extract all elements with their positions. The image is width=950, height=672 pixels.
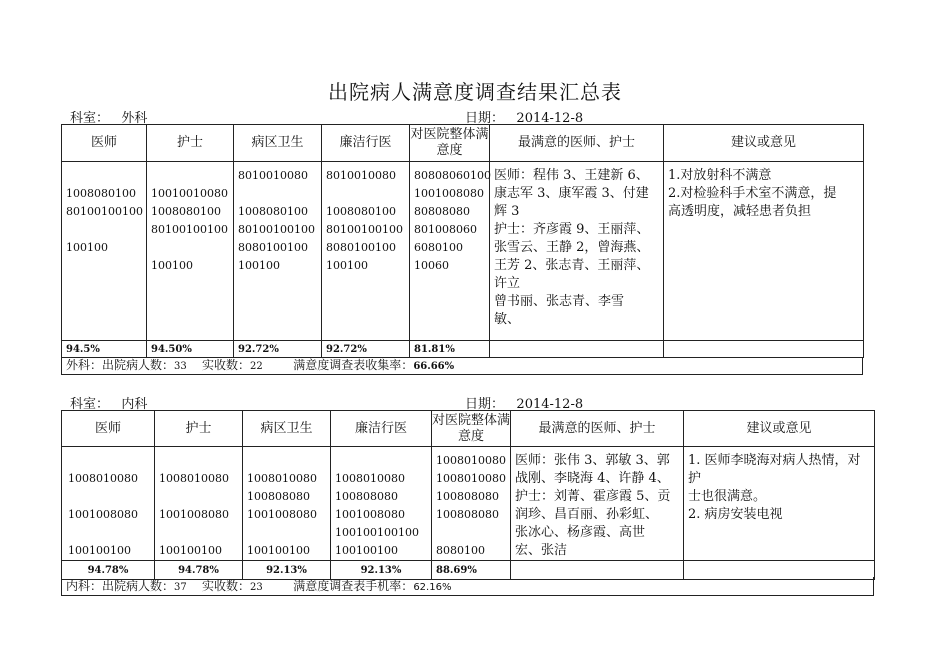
- pct-integrity: 92.13%: [331, 561, 432, 580]
- pct-overall: 88.69%: [432, 561, 511, 580]
- header-integrity: 廉洁行医: [331, 411, 432, 447]
- nurse-codes: 1008010080 1001008080 100100100: [155, 447, 243, 561]
- header-favorite-staff: 最满意的医师、护士: [490, 125, 664, 162]
- collection-rate: 62.16%: [413, 582, 452, 593]
- header-suggestions: 建议或意见: [684, 411, 875, 447]
- favorite-staff-text: 医师：张伟 3、郭敏 3、郭 战刚、李晓海 4、许静 4、 护士：刘菁、霍彦霞 5、贡 润珍、昌百丽、孙彩虹、 张冰心、杨彦霞、高世 宏、张洁: [511, 447, 684, 561]
- doctor-codes: 1008010080 1001008080 100100100: [62, 447, 155, 561]
- ward-hygiene-codes: 1008010080 100808080 1001008080 100100100: [243, 447, 331, 561]
- overall-codes: 80808060100 1001008080 80808080 801008060 6080100 10060: [410, 162, 490, 341]
- summary-line-surgery: 外科：出院病人数：33 实收数：22 满意度调查表收集率：66.66%: [61, 357, 863, 375]
- table-header-row: [62, 411, 875, 447]
- nurse-codes: 10010010080 1008080100 80100100100 100100: [147, 162, 234, 341]
- header-nurse: 护士: [155, 411, 243, 447]
- header-overall: 对医院整体满意度: [432, 411, 511, 447]
- integrity-codes: 1008010080 100808080 1001008080 100100100100 100100100: [331, 447, 432, 561]
- pct-nurse: 94.50%: [147, 341, 234, 358]
- date-label: 日期：: [465, 397, 505, 412]
- survey-table-surgery: [61, 124, 864, 358]
- date-value: 2014-12-8: [516, 397, 584, 412]
- header-ward-hygiene: 病区卫生: [234, 125, 322, 162]
- pct-nurse: 94.78%: [155, 561, 243, 580]
- dept-label: 科室：: [70, 397, 110, 412]
- page-title: 出院病人满意度调查结果汇总表: [328, 80, 622, 104]
- header-doctor: 医师: [62, 411, 155, 447]
- header-ward-hygiene: 病区卫生: [243, 411, 331, 447]
- dept-name: 外科: [121, 111, 148, 126]
- date-label: 日期：: [465, 111, 505, 126]
- header-integrity: 廉洁行医: [322, 125, 410, 162]
- suggestions-text: 1.对放射科不满意 2.对检验科手术室不满意，提 高透明度，减轻患者负担: [664, 162, 864, 341]
- header-favorite-staff: 最满意的医师、护士: [511, 411, 684, 447]
- table-header-row: [62, 125, 864, 162]
- header-suggestions: 建议或意见: [664, 125, 864, 162]
- header-doctor: 医师: [62, 125, 147, 162]
- date-value: 2014-12-8: [516, 111, 584, 126]
- pct-overall: 81.81%: [410, 341, 490, 358]
- header-overall: 对医院整体满意度: [410, 125, 490, 162]
- collection-rate: 66.66%: [413, 361, 455, 372]
- table-data-row: [62, 162, 864, 341]
- pct-doctor: 94.78%: [62, 561, 155, 580]
- pct-ward-hygiene: 92.72%: [234, 341, 322, 358]
- pct-integrity: 92.72%: [322, 341, 410, 358]
- ward-hygiene-codes: 8010010080 1008080100 80100100100 8080100100 100100: [234, 162, 322, 341]
- dept-label: 科室：: [70, 111, 110, 126]
- suggestions-text: 1. 医师李晓海对病人热情，对 护 士也很满意。 2. 病房安装电视: [684, 447, 875, 561]
- summary-line-internal: 内科：出院病人数：37 实收数：23 满意度调查表手机率：62.16%: [61, 577, 874, 596]
- survey-table-internal: [61, 410, 875, 580]
- percentage-row: [62, 341, 864, 358]
- favorite-staff-text: 医师：程伟 3、王建新 6、 康志军 3、康军霞 3、付建 辉 3 护士：齐彦霞 9、王丽萍、 张雪云、王静 2，曾海燕、 王芳 2、张志青、王丽萍、 许立 曾书丽、张志青、李雪 敏、: [490, 162, 664, 341]
- overall-codes: 1008010080 1008010080 100808080 100808080 8080100: [432, 447, 511, 561]
- pct-ward-hygiene: 92.13%: [243, 561, 331, 580]
- header-nurse: 护士: [147, 125, 234, 162]
- table-data-row: [62, 447, 875, 561]
- doctor-codes: 1008080100 80100100100 100100: [62, 162, 147, 341]
- dept-name: 内科: [121, 397, 148, 412]
- integrity-codes: 8010010080 1008080100 80100100100 8080100100 100100: [322, 162, 410, 341]
- pct-doctor: 94.5%: [62, 341, 147, 358]
